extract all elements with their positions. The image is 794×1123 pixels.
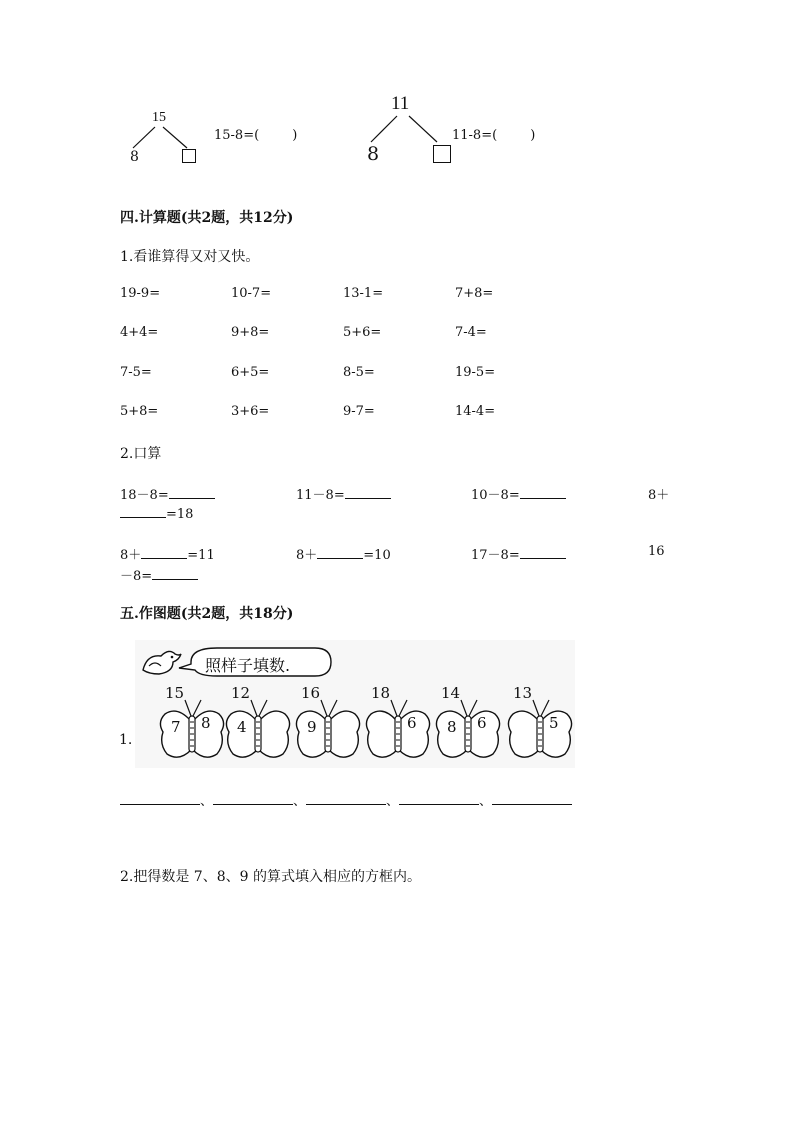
answer-blank[interactable] <box>169 486 215 499</box>
bond-equation: 11-8=( ) <box>452 128 536 143</box>
answer-blank[interactable] <box>317 546 363 559</box>
problem: 3+6= <box>231 404 270 419</box>
answer-blank[interactable] <box>520 486 566 499</box>
oral-problem-prefix: 8＋ <box>648 488 670 503</box>
oral-problem-cont: =18 <box>120 505 193 522</box>
problem: 5+8= <box>120 404 159 419</box>
speech-text: 照样子填数. <box>205 656 291 675</box>
problem: 19-5= <box>455 365 496 380</box>
butterfly-answer-row: 、 、 、 、 <box>120 790 572 809</box>
problem: 8-5= <box>343 365 375 380</box>
answer-blank[interactable] <box>345 486 391 499</box>
answer-blank[interactable] <box>213 792 293 805</box>
oral-problem: 8＋ =10 <box>296 548 391 563</box>
question-number: 1. <box>119 732 133 748</box>
bond-top-number: 11 <box>391 93 410 114</box>
answer-blank[interactable] <box>492 792 572 805</box>
oral-problem-cont: －8= <box>120 565 198 584</box>
butterfly-left-number: 9 <box>307 718 317 736</box>
bond-equation: 15-8=( ) <box>214 128 298 143</box>
butterfly <box>505 684 575 767</box>
problem: 6+5= <box>231 365 270 380</box>
answer-blank[interactable] <box>152 567 198 580</box>
butterfly-top-number: 12 <box>231 684 251 702</box>
question-title: 1.看谁算得又对又快。 <box>120 249 260 265</box>
butterfly <box>363 684 433 767</box>
oral-problem: 10－8= <box>471 484 566 503</box>
section-heading-calc: 四.计算题(共2题，共12分) <box>120 210 294 226</box>
answer-blank[interactable] <box>141 546 187 559</box>
butterfly-top-number: 13 <box>513 684 533 702</box>
section-heading-drawing: 五.作图题(共2题，共18分) <box>120 606 294 622</box>
butterfly-right-number: 8 <box>201 714 211 732</box>
bond-left-number: 8 <box>130 149 139 165</box>
answer-blank[interactable] <box>120 792 200 805</box>
answer-box[interactable] <box>182 149 196 163</box>
butterfly-icon <box>505 692 575 767</box>
answer-blank[interactable] <box>520 546 566 559</box>
butterfly-left-number: 8 <box>447 718 457 736</box>
butterfly <box>223 684 293 767</box>
butterfly-top-number: 16 <box>301 684 321 702</box>
butterfly-icon <box>157 692 227 767</box>
problem: 14-4= <box>455 404 496 419</box>
bond-top-number: 15 <box>152 110 166 125</box>
answer-blank[interactable] <box>120 505 166 518</box>
butterfly-icon <box>223 692 293 767</box>
butterfly <box>157 684 227 767</box>
problem: 9+8= <box>231 325 270 340</box>
bond-left-number: 8 <box>367 143 380 165</box>
butterfly-top-number: 15 <box>165 684 185 702</box>
oral-problem-prefix: 16 <box>648 544 665 559</box>
question-title: 2.口算 <box>120 446 162 462</box>
butterfly-right-number: 5 <box>549 714 559 732</box>
oral-problem: 18－8= <box>120 484 215 503</box>
butterfly-left-number: 7 <box>171 718 181 736</box>
butterfly-left-number: 4 <box>237 718 247 736</box>
problem: 10-7= <box>231 286 272 301</box>
butterfly-icon <box>363 692 433 767</box>
butterfly <box>433 684 503 767</box>
problem: 7+8= <box>455 286 494 301</box>
oral-problem: 17－8= <box>471 544 566 563</box>
answer-blank[interactable] <box>399 792 479 805</box>
butterfly-right-number: 6 <box>407 714 417 732</box>
problem: 19-9= <box>120 286 161 301</box>
problem: 13-1= <box>343 286 384 301</box>
butterfly-top-number: 14 <box>441 684 461 702</box>
problem: 9-7= <box>343 404 375 419</box>
butterfly-illustration <box>119 640 575 768</box>
butterfly <box>293 684 363 767</box>
problem: 7-4= <box>455 325 487 340</box>
question-title: 2.把得数是 7、8、9 的算式填入相应的方框内。 <box>120 869 421 885</box>
butterfly-right-number: 6 <box>477 714 487 732</box>
answer-blank[interactable] <box>306 792 386 805</box>
butterfly-icon <box>293 692 363 767</box>
oral-problem: 11－8= <box>296 484 391 503</box>
bond-lines <box>125 124 200 152</box>
problem: 5+6= <box>343 325 382 340</box>
problem: 7-5= <box>120 365 152 380</box>
problem: 4+4= <box>120 325 159 340</box>
butterfly-top-number: 18 <box>371 684 391 702</box>
butterfly-icon <box>433 692 503 767</box>
answer-box[interactable] <box>433 145 451 163</box>
oral-problem: 8＋ =11 <box>120 548 215 563</box>
